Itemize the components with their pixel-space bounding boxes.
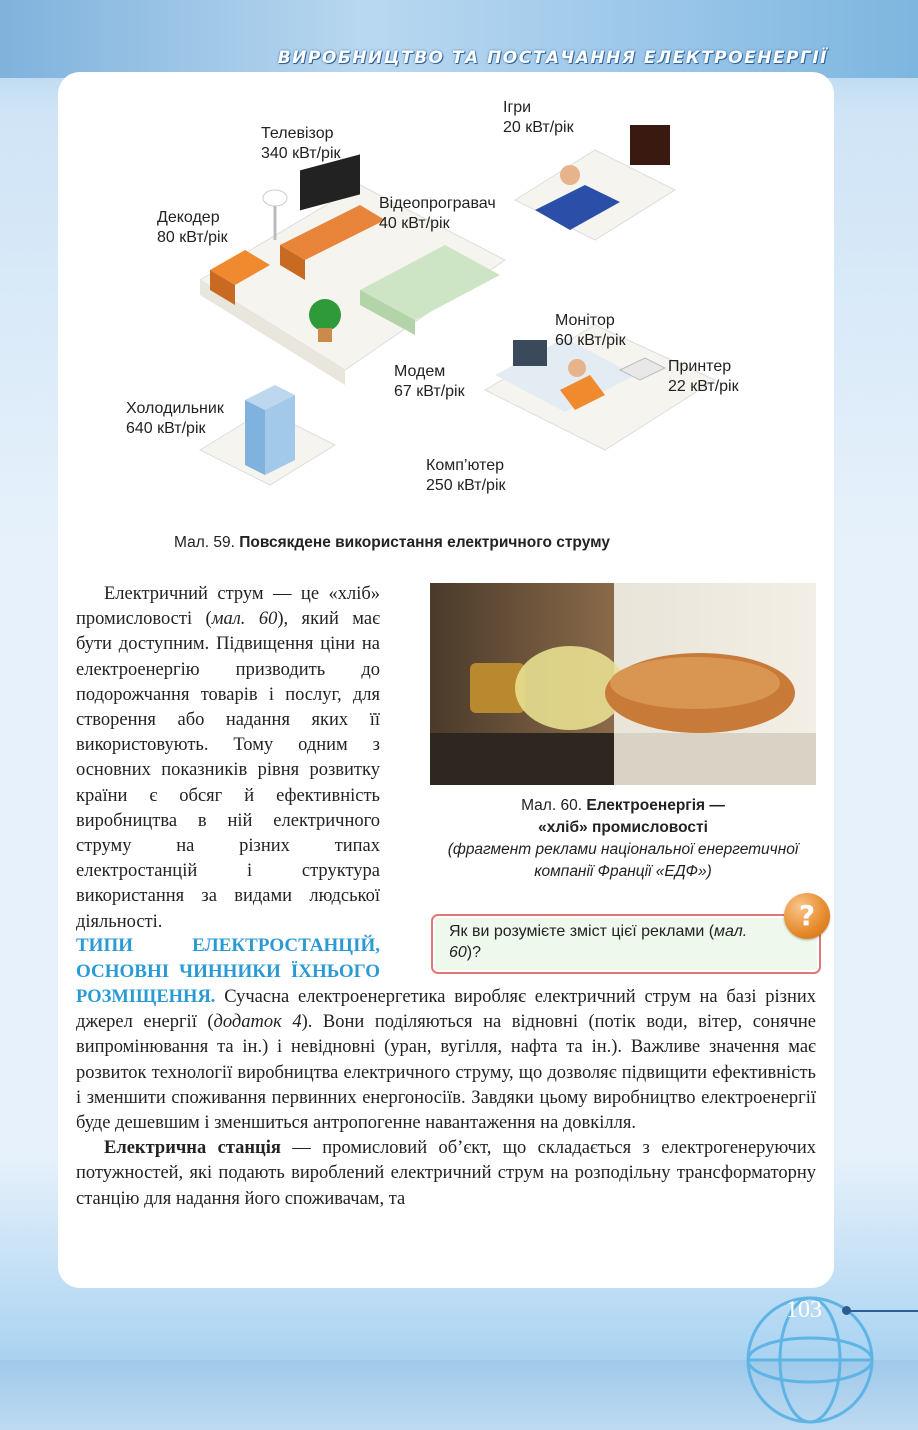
page-number-line <box>848 1310 918 1312</box>
label-decoder: Декодер 80 кВт/рік <box>157 209 228 246</box>
label-games: Ігри 20 кВт/рік <box>503 99 574 136</box>
bulb-bread-photo <box>430 583 816 785</box>
question-box <box>431 914 821 974</box>
household-illustration <box>115 90 795 510</box>
chapter-title: ВИРОБНИЦТВО ТА ПОСТАЧАННЯ ЕЛЕКТРОЕНЕРГІЇ <box>277 48 828 68</box>
question-icon: ? <box>784 893 830 939</box>
section-heading-end: РОЗМІЩЕННЯ. <box>76 987 216 1007</box>
label-tv: Телевізор 340 кВт/рік <box>261 125 341 162</box>
intro-paragraph: Електричний струм — це «хліб» промисловості (мал. 60), який має бути доступним. Підвищення ціни на електроенергію призводить до подорожчання товарів і послуг, для створення або надання яких її використовують. Тому одним з основних показників рівня розвитку країни є обсяг й ефективність виробництва в ній електричного струму на різних типах електростанцій і структура використання за видами людської діяльності. <box>76 584 381 932</box>
label-computer: Комп’ютер 250 кВт/рік <box>426 457 506 494</box>
page-number-dot <box>842 1306 851 1315</box>
figure-60-caption: Мал. 60. Електроенергія — «хліб» промисловості (фрагмент реклами національної енергетичної компанії Франції «ЕДФ») <box>447 797 799 880</box>
label-monitor: Монітор 60 кВт/рік <box>555 312 626 349</box>
label-modem: Модем 67 кВт/рік <box>394 363 465 400</box>
figure-59-caption: Мал. 59. Повсякдене використання електричного струму <box>174 534 610 551</box>
question-text: Як ви розумієте зміст цієї реклами (мал. 60)? <box>449 923 748 961</box>
section-heading: ТИПИ ЕЛЕКТРОСТАНЦІЙ, ОСНОВНІ ЧИННИКИ ЇХНЬОГО <box>76 935 380 982</box>
header-bar <box>0 0 918 78</box>
label-video-player: Відеопрогравач 40 кВт/рік <box>379 195 496 232</box>
main-text: РОЗМІЩЕННЯ. Сучасна електроенергетика виробляє електричний струм на базі різних джерел енергії (додаток 4). Вони поділяються на відновні (потік води, вітер, сонячне випромінювання та ін.) і невідновні (уран, вугілля, нафта та ін.). Важливе значення має розвиток технології виробництва електричного струму, що дозволяє підвищити ефективність і зменшити споживання первинних енергоносіїв. Завдяки цьому виробництво електроенергії буде дешевшим і зменшиться антропогенне навантаження на довкілля. Електрична станція — промисловий об’єкт, що складається з електрогенеруючих потужностей, які подають вироблений електричний струм на розподільну трансформаторну станцію для надання його споживачам, та <box>76 987 816 1209</box>
label-printer: Принтер 22 кВт/рік <box>668 358 739 395</box>
label-fridge: Холодильник 640 кВт/рік <box>126 400 224 437</box>
page-number: 103 <box>786 1297 822 1323</box>
